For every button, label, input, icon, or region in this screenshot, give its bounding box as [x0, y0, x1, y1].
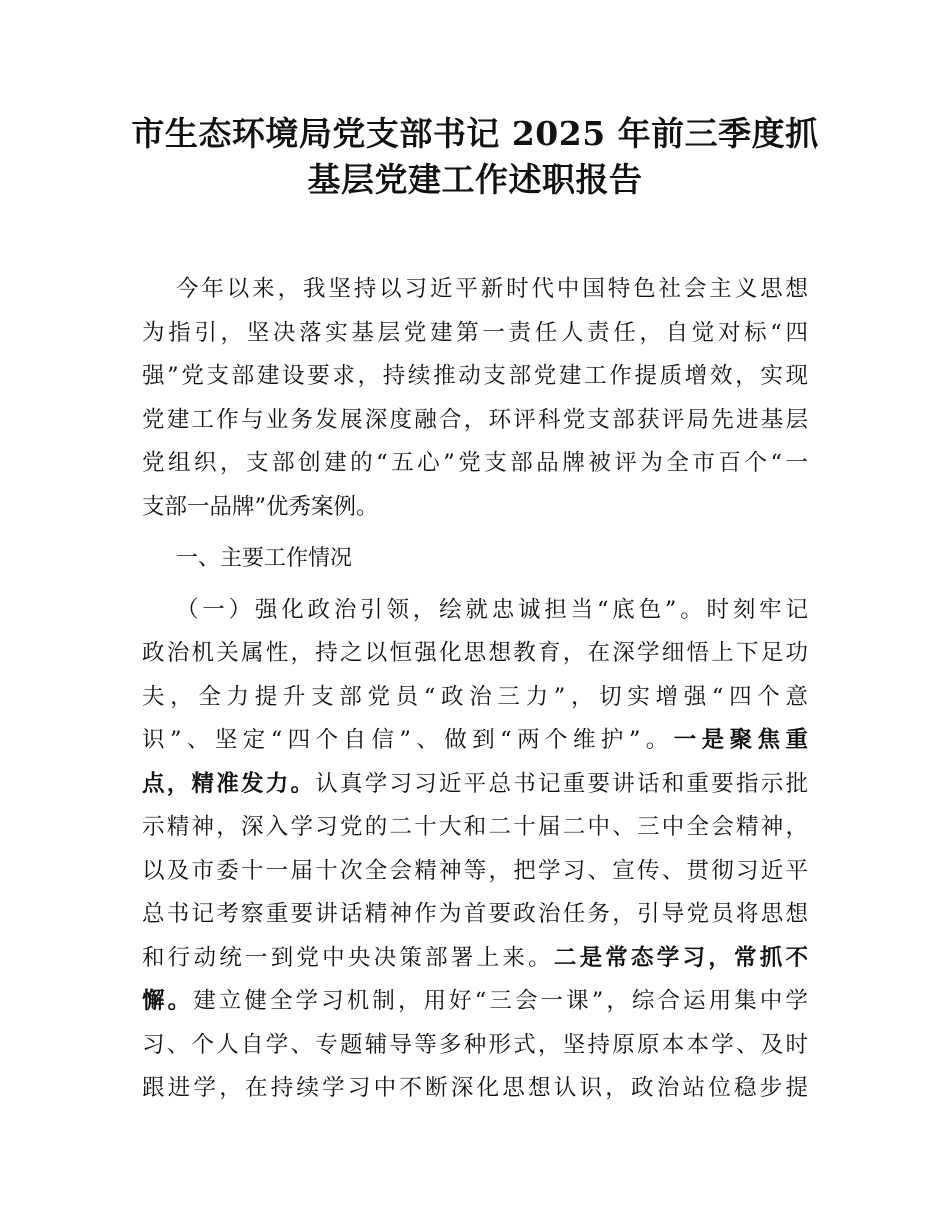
- paragraph-line: 跟进学，在持续学习中不断深化思想认识，政治站位稳步提: [142, 1075, 808, 1101]
- bold-lead-phrase: 二是常态学习，常抓不: [553, 944, 808, 971]
- paragraph-line: 强”党支部建设要求，持续推动支部党建工作提质增效，实现: [142, 363, 808, 389]
- paragraph-line: 支部一品牌”优秀案例。: [142, 493, 379, 520]
- paragraph-line: 总书记考察重要讲话精神作为首要政治任务，引导党员将思想: [142, 901, 808, 927]
- bold-lead-phrase: 懈。: [142, 988, 194, 1014]
- document-body: [142, 268, 808, 1111]
- paragraph-text: 建立健全学习机制，用好“三会一课”，综合运用集中学: [193, 988, 808, 1014]
- paragraph-text: 和行动统一到党中央决策部署上来。: [142, 944, 554, 971]
- bold-lead-phrase: 点，精准发力。: [142, 770, 316, 797]
- paragraph-line: （一）强化政治引领，绘就忠诚担当“底色”。时刻牢记: [176, 596, 808, 623]
- document-title-line-1: 市生态环境局党支部书记 2025 年前三季度抓: [131, 114, 819, 153]
- bold-lead-phrase: 一是聚焦重: [673, 727, 808, 753]
- section1-paragraph-1: [142, 589, 808, 1111]
- paragraph-line: [142, 937, 808, 981]
- paragraph-line: [142, 719, 808, 763]
- intro-paragraph: [142, 268, 808, 529]
- paragraph-line: [142, 980, 808, 1024]
- paragraph-line: [142, 763, 808, 807]
- paragraph-line: 为指引，坚决落实基层党建第一责任人责任，自觉对标“四: [142, 319, 808, 346]
- paragraph-line: 习、个人自学、专题辅导等多种形式，坚持原原本本学、及时: [142, 1031, 808, 1058]
- document-title-line-2: 基层党建工作述职报告: [307, 160, 643, 199]
- paragraph-line: 示精神，深入学习党的二十大和二十届二中、三中全会精神，: [142, 814, 808, 840]
- paragraph-line: 党建工作与业务发展深度融合，环评科党支部获评局先进基层: [142, 406, 808, 433]
- paragraph-line: 今年以来，我坚持以习近平新时代中国特色社会主义思想: [176, 276, 808, 302]
- paragraph-line: 以及市委十一届十次全会精神等，把学习、宣传、贯彻习近平: [142, 857, 808, 884]
- paragraph-line: 政治机关属性，持之以恒强化思想教育，在深学细悟上下足功: [142, 640, 808, 666]
- section-heading: 一、主要工作情况: [176, 546, 353, 571]
- paragraph-text: 识”、坚定“四个自信”、做到“两个维护”。: [142, 727, 674, 753]
- paragraph-text: 认真学习习近平总书记重要讲话和重要指示批: [315, 770, 808, 797]
- paragraph-line: 夫，全力提升支部党员“政治三力”，切实增强“四个意: [142, 683, 808, 710]
- paragraph-line: 党组织，支部创建的“五心”党支部品牌被评为全市百个“一: [142, 450, 808, 476]
